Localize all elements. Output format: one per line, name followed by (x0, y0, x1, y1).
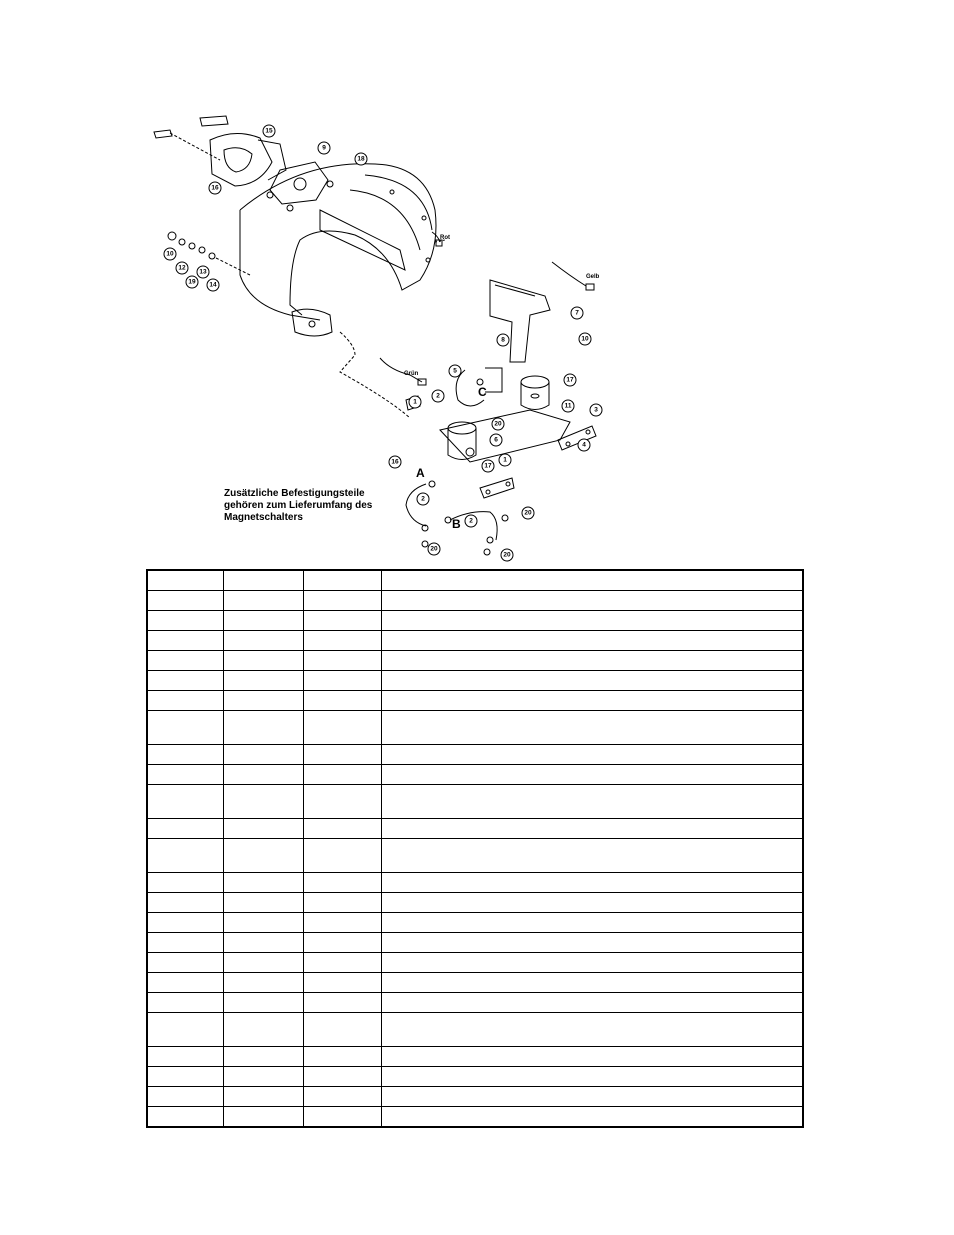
svg-text:13: 13 (199, 268, 207, 276)
table-row (147, 785, 803, 819)
callout-10 (571, 307, 583, 319)
table-row (147, 993, 803, 1013)
group-label-c: C (478, 385, 487, 399)
callout-24 (499, 454, 511, 466)
table-cell (223, 671, 303, 691)
table-cell (303, 691, 381, 711)
table-cell (147, 785, 223, 819)
table-cell (303, 913, 381, 933)
table-cell (381, 1107, 803, 1128)
callout-21 (578, 439, 590, 451)
callout-14 (564, 374, 576, 386)
table-cell (147, 651, 223, 671)
table-cell (147, 1013, 223, 1047)
callout-3 (355, 153, 367, 165)
wire-label-gelb: Gelb (586, 274, 600, 280)
table-row (147, 913, 803, 933)
table-cell (381, 765, 803, 785)
table-cell (303, 765, 381, 785)
table-cell (223, 893, 303, 913)
table-row (147, 819, 803, 839)
table-cell (147, 691, 223, 711)
table-cell (147, 611, 223, 631)
table-cell (147, 839, 223, 873)
table-cell (303, 819, 381, 839)
table-cell (223, 819, 303, 839)
callout-19 (492, 418, 504, 430)
table-cell (381, 611, 803, 631)
callout-26 (522, 507, 534, 519)
table-cell (381, 953, 803, 973)
svg-text:2: 2 (421, 495, 425, 503)
table-cell (303, 785, 381, 819)
table-cell (381, 993, 803, 1013)
table-cell (381, 933, 803, 953)
callout-18 (590, 404, 602, 416)
table-row (147, 1067, 803, 1087)
table-cell (303, 711, 381, 745)
table-cell (303, 873, 381, 893)
svg-text:16: 16 (391, 458, 399, 466)
mounting-note (224, 488, 384, 524)
table-cell (303, 953, 381, 973)
callout-11 (579, 333, 591, 345)
table-cell (147, 765, 223, 785)
parts-table-body (147, 570, 803, 1127)
table-cell (381, 973, 803, 993)
callout-22 (389, 456, 401, 468)
table-cell (223, 993, 303, 1013)
table-cell (147, 1047, 223, 1067)
table-cell (147, 671, 223, 691)
table-cell (147, 570, 223, 591)
table-cell (381, 893, 803, 913)
table-cell (147, 1107, 223, 1128)
table-cell (303, 993, 381, 1013)
svg-text:12: 12 (178, 264, 186, 272)
callout-15 (432, 390, 444, 402)
callout-20 (490, 434, 502, 446)
table-cell (223, 973, 303, 993)
table-cell (223, 1013, 303, 1047)
table-cell (381, 745, 803, 765)
table-row (147, 631, 803, 651)
svg-text:18: 18 (357, 155, 365, 163)
table-row (147, 1107, 803, 1128)
table-row (147, 873, 803, 893)
table-cell (381, 671, 803, 691)
table-cell (147, 1067, 223, 1087)
table-cell (303, 651, 381, 671)
callout-2 (318, 142, 330, 154)
group-label-b: B (452, 517, 461, 531)
table-cell (223, 1087, 303, 1107)
svg-text:15: 15 (265, 127, 273, 135)
table-cell (303, 893, 381, 913)
callout-28 (465, 515, 477, 527)
svg-text:17: 17 (566, 376, 574, 384)
table-cell (303, 570, 381, 591)
table-cell (303, 591, 381, 611)
table-cell (147, 711, 223, 745)
table-cell (223, 745, 303, 765)
table-cell (381, 570, 803, 591)
table-cell (147, 933, 223, 953)
table-row (147, 570, 803, 591)
table-cell (303, 631, 381, 651)
table-row (147, 973, 803, 993)
svg-text:20: 20 (503, 551, 511, 559)
table-cell (381, 631, 803, 651)
svg-text:2: 2 (469, 517, 473, 525)
table-cell (381, 1087, 803, 1107)
callout-25 (417, 493, 429, 505)
table-cell (381, 1067, 803, 1087)
callout-27 (428, 543, 440, 555)
callout-12 (497, 334, 509, 346)
callout-6 (176, 262, 188, 274)
table-cell (223, 913, 303, 933)
table-cell (223, 1067, 303, 1087)
callout-17 (562, 400, 574, 412)
svg-text:3: 3 (594, 406, 598, 414)
table-cell (223, 953, 303, 973)
table-cell (147, 873, 223, 893)
wire-label-gruen: Grün (404, 371, 419, 377)
table-cell (303, 839, 381, 873)
table-cell (223, 785, 303, 819)
table-cell (381, 711, 803, 745)
svg-text:14: 14 (209, 281, 217, 289)
group-label-a: A (416, 466, 425, 480)
callout-16 (409, 396, 421, 408)
table-row (147, 1087, 803, 1107)
table-cell (147, 973, 223, 993)
table-cell (381, 691, 803, 711)
table-row (147, 1013, 803, 1047)
table-cell (381, 873, 803, 893)
table-cell (223, 591, 303, 611)
table-cell (303, 1087, 381, 1107)
table-cell (147, 953, 223, 973)
table-cell (147, 993, 223, 1013)
table-row (147, 933, 803, 953)
table-cell (381, 651, 803, 671)
table-cell (147, 591, 223, 611)
svg-text:10: 10 (581, 335, 589, 343)
table-cell (223, 839, 303, 873)
table-row (147, 651, 803, 671)
callout-7 (186, 276, 198, 288)
table-cell (223, 631, 303, 651)
table-cell (223, 711, 303, 745)
table-cell (381, 1013, 803, 1047)
table-cell (303, 1067, 381, 1087)
svg-text:8: 8 (501, 336, 505, 344)
table-cell (223, 691, 303, 711)
svg-text:4: 4 (582, 441, 586, 449)
table-row (147, 953, 803, 973)
parts-table (146, 569, 804, 1128)
table-cell (381, 819, 803, 839)
callout-23 (482, 460, 494, 472)
table-row (147, 591, 803, 611)
table-cell (147, 893, 223, 913)
svg-text:20: 20 (430, 545, 438, 553)
wire-label-rot: Rot (440, 235, 450, 241)
callout-9 (207, 279, 219, 291)
callout-1 (209, 182, 221, 194)
svg-text:2: 2 (436, 392, 440, 400)
table-cell (147, 745, 223, 765)
table-cell (303, 1013, 381, 1047)
table-cell (381, 785, 803, 819)
note-line-3: Magnetschalters (224, 512, 303, 523)
callout-4 (263, 125, 275, 137)
table-row (147, 893, 803, 913)
table-row (147, 765, 803, 785)
svg-text:6: 6 (494, 436, 498, 444)
table-cell (147, 631, 223, 651)
table-cell (223, 933, 303, 953)
table-cell (223, 765, 303, 785)
table-cell (303, 611, 381, 631)
table-cell (303, 1107, 381, 1128)
table-row (147, 711, 803, 745)
svg-text:7: 7 (575, 309, 579, 317)
table-cell (303, 933, 381, 953)
svg-text:10: 10 (166, 250, 174, 258)
table-cell (223, 611, 303, 631)
table-cell (147, 819, 223, 839)
svg-text:1: 1 (503, 456, 507, 464)
table-row (147, 671, 803, 691)
table-row (147, 745, 803, 765)
table-cell (303, 745, 381, 765)
note-line-1: Zusätzliche Befestigungsteile (224, 488, 365, 499)
table-cell (303, 1047, 381, 1067)
svg-text:9: 9 (322, 144, 326, 152)
table-cell (303, 671, 381, 691)
table-row (147, 839, 803, 873)
svg-text:11: 11 (564, 402, 572, 410)
table-cell (223, 570, 303, 591)
note-line-2: gehören zum Lieferumfang des (224, 500, 373, 511)
table-row (147, 691, 803, 711)
table-cell (381, 1047, 803, 1067)
svg-text:16: 16 (211, 184, 219, 192)
table-cell (223, 873, 303, 893)
callout-13 (449, 365, 461, 377)
callout-8 (197, 266, 209, 278)
table-cell (147, 913, 223, 933)
table-cell (223, 1047, 303, 1067)
svg-text:5: 5 (453, 367, 457, 375)
svg-text:20: 20 (524, 509, 532, 517)
callout-29 (501, 549, 513, 561)
callout-5 (164, 248, 176, 260)
svg-text:19: 19 (188, 278, 196, 286)
table-cell (381, 591, 803, 611)
table-cell (381, 839, 803, 873)
table-cell (303, 973, 381, 993)
svg-text:20: 20 (494, 420, 502, 428)
table-cell (147, 1087, 223, 1107)
svg-text:17: 17 (484, 462, 492, 470)
svg-text:1: 1 (413, 398, 417, 406)
table-row (147, 611, 803, 631)
table-cell (381, 913, 803, 933)
table-cell (223, 651, 303, 671)
table-cell (223, 1107, 303, 1128)
table-row (147, 1047, 803, 1067)
